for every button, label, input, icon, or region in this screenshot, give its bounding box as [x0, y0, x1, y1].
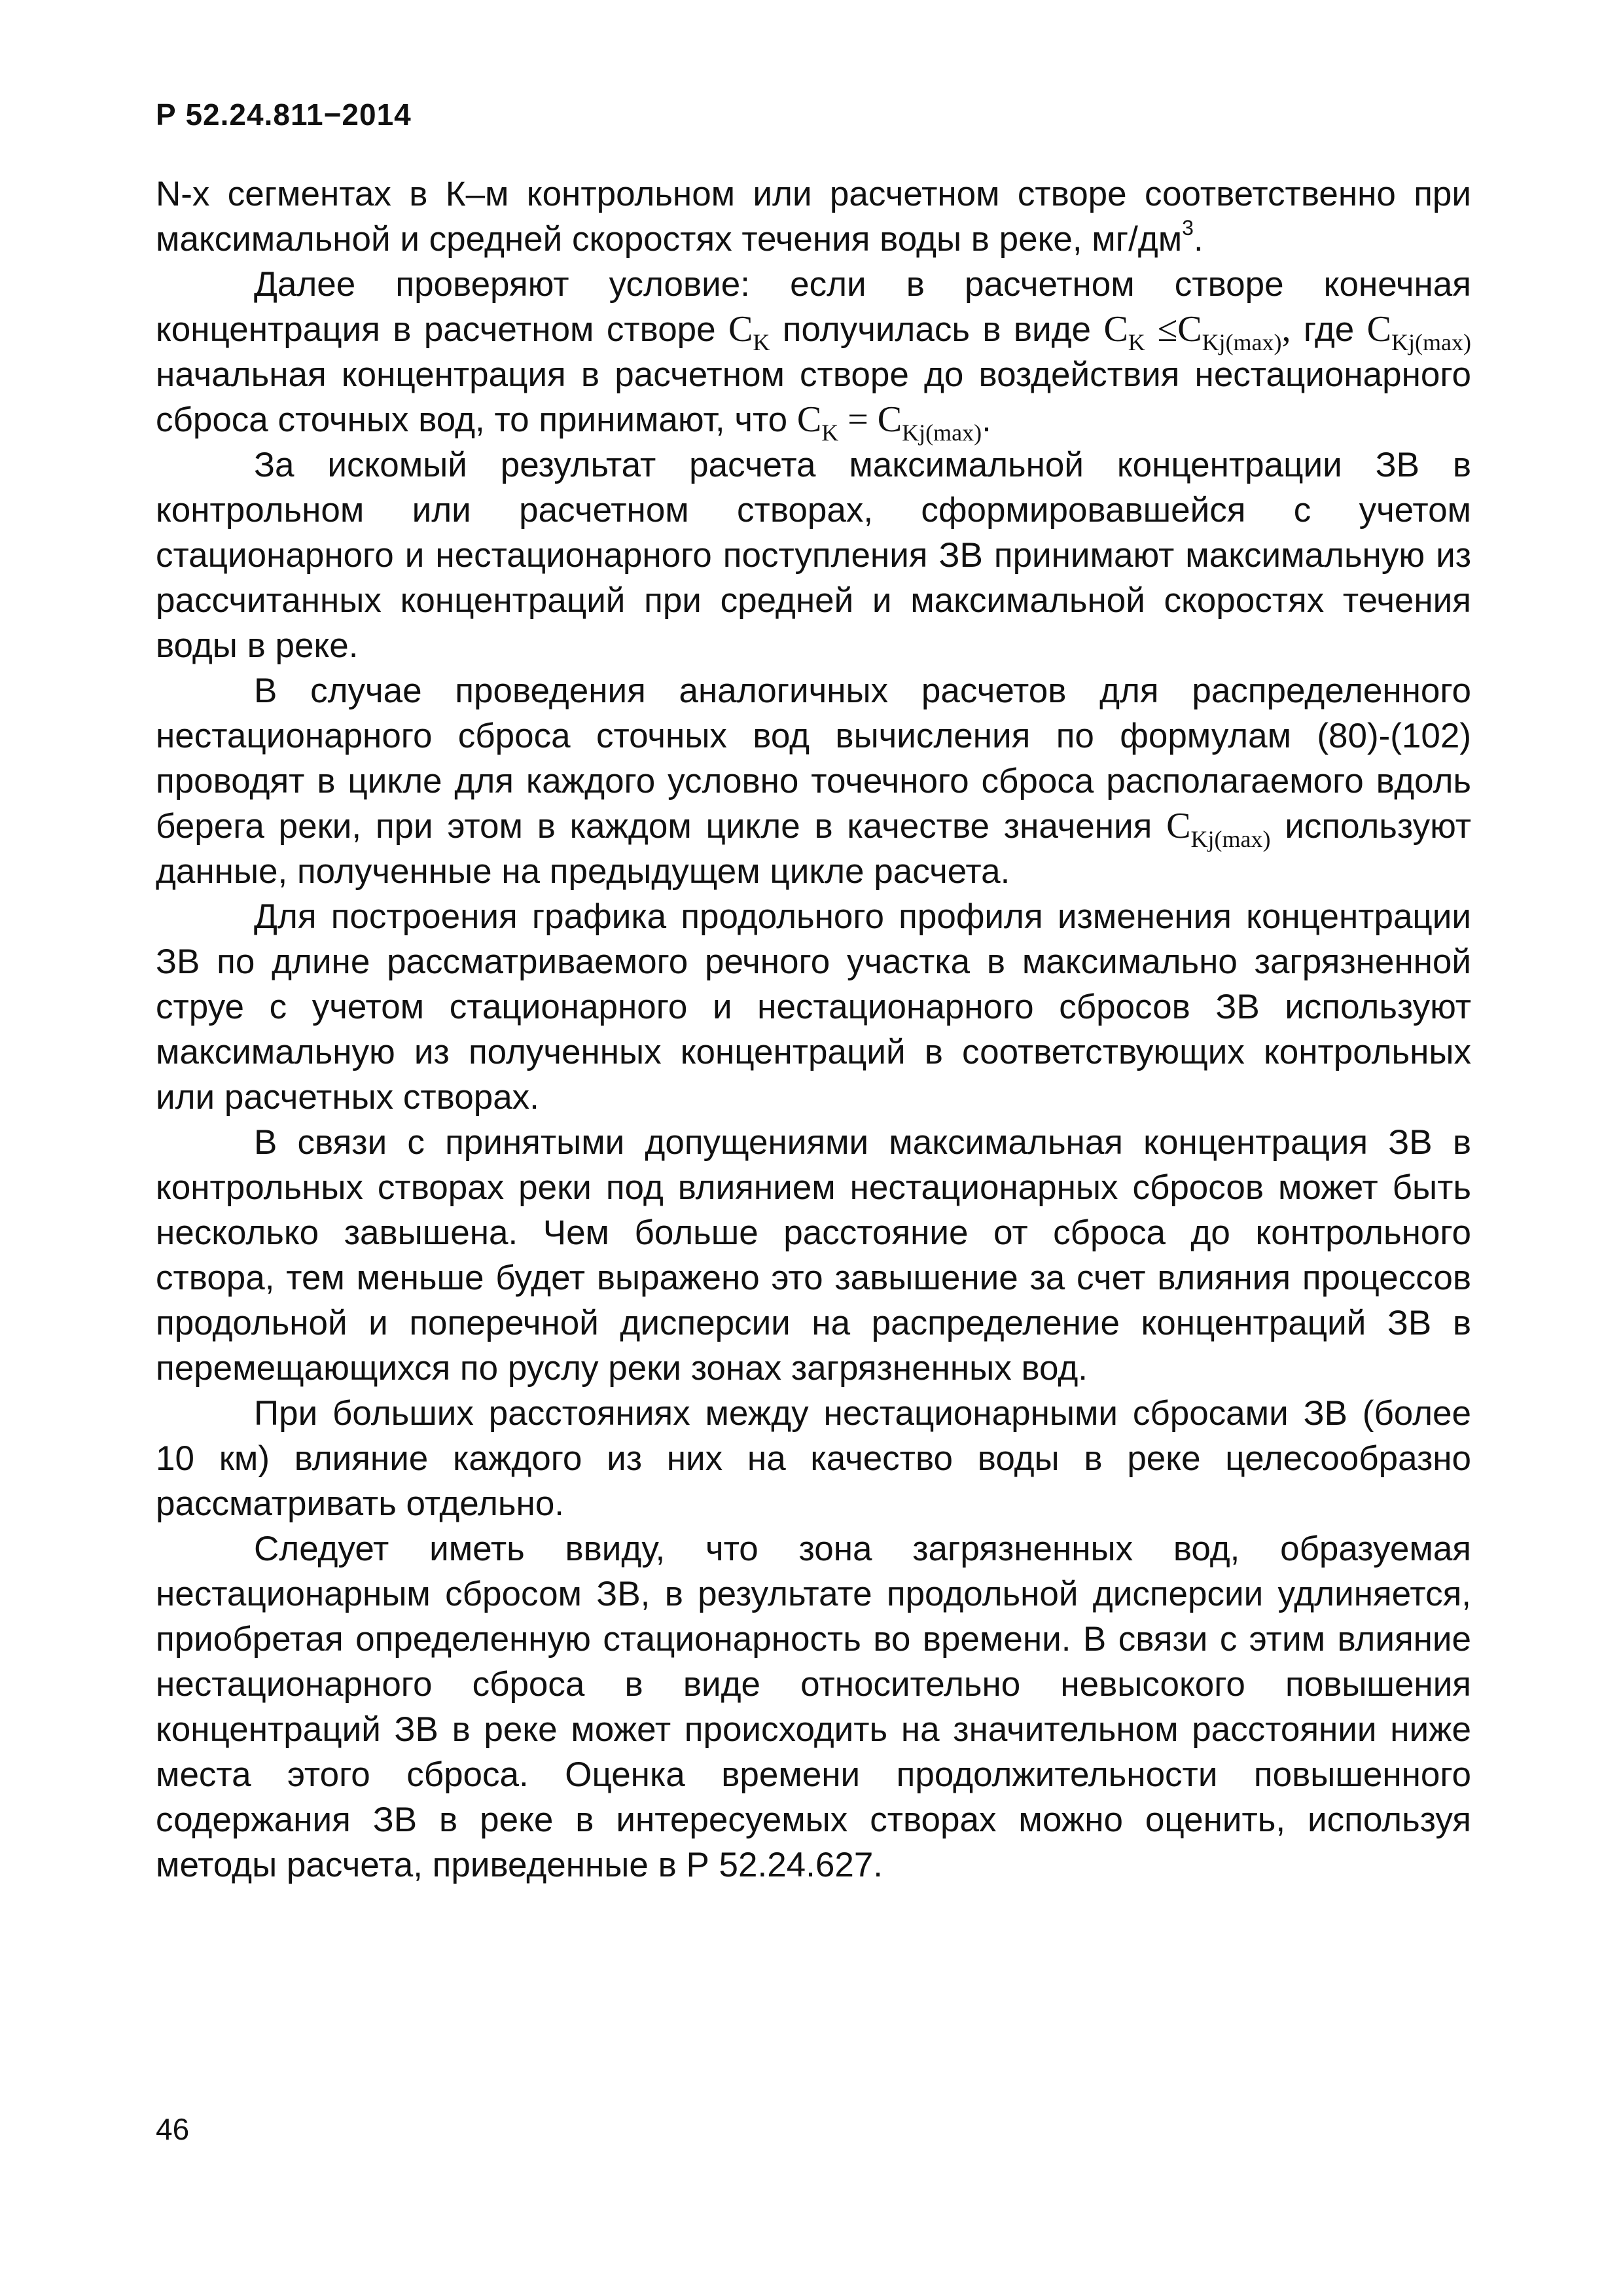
paragraph-4: В случае проведения аналогичных расчетов для распределенного нестационарного сброса сточных вод вычисления по формулам (80)-(102) проводят в цикле для каждого условно точечного сброса располагаемого вдоль берега реки, при этом в каждом цикле в качестве значения $C_{Kj(max)}$ используют данные, полученные на предыдущем цикле расчета. — [156, 672, 1471, 891]
formula-ck-le-ckjmax: $C_K \le C_{Kj(max)}$, — [1103, 309, 1291, 355]
paragraph-3: За искомый результат расчета максимальной концентрации ЗВ в контрольном или расчетном створах, сформировавшейся с учетом стационарного и нестационарного поступления ЗВ принимают максимальную из рассчитанных концентраций при средней и максимальной скоростях течения воды в реке. — [156, 446, 1471, 665]
formula-ck-eq-ckjmax: $C_K = C_{Kj(max)}$ — [796, 399, 982, 446]
document-code: Р 52.24.811−2014 — [156, 98, 412, 132]
formula-ckjmax-2: $C_{Kj(max)}$ — [1166, 806, 1271, 852]
paragraph-5: Для построения графика продольного профиля изменения концентрации ЗВ по длине рассматриваемого речного участка в максимально загрязненной струе с учетом стационарного и нестационарного сбросов ЗВ используют максимальную из полученных концентраций в соответствующих контрольных или расчетных створах. — [156, 897, 1471, 1117]
page-number: 46 — [156, 2112, 190, 2146]
formula-ck: $C_K$ — [728, 309, 770, 355]
paragraph-2: Далее проверяют условие: если в расчетном створе конечная концентрация в расчетном створе $C_K$ получилась в виде $C_K \le C_{Kj(max)}$, где $C_{Kj(max)}$ начальная концентрация в расчетном створе до воздействия нестационарного сброса сточных вод, то принимают, что $C_K = C_{Kj(max)}$. — [156, 265, 1471, 446]
paragraph-6: В связи с принятыми допущениями максимальная концентрация ЗВ в контрольных створах реки под влиянием нестационарных сбросов может быть несколько завышена. Чем больше расстояние от сброса до контрольного створа, тем меньше будет выражено это завышение за счет влияния процессов продольной и поперечной дисперсии на распределение концентраций ЗВ в перемещающихся по руслу реки зонах загрязненных вод. — [156, 1123, 1471, 1388]
paragraph-1: N-х сегментах в К–м контрольном или расчетном створе соответственно при максимальной и средней скоростях течения воды в реке, $мг/дм^3$. — [156, 175, 1471, 259]
paragraph-7: При больших расстояниях между нестационарными сбросами ЗВ (более 10 км) влияние каждого из них на качество воды в реке целесообразно рассматривать отдельно. — [156, 1394, 1471, 1523]
paragraph-8: Следует иметь ввиду, что зона загрязненных вод, образуемая нестационарным сбросом ЗВ, в результате продольной дисперсии удлиняется, приобретая определенную стационарность во времени. В связи с этим влияние нестационарного сброса в виде относительно невысокого повышения концентраций ЗВ в реке может происходить на значительном расстоянии ниже места этого сброса. Оценка времени продолжительности повышенного содержания ЗВ в реке в интересуемых створах можно оценить, используя методы расчета, приведенные в Р 52.24.627. — [156, 1530, 1471, 1884]
superscript-3: 3 — [1182, 216, 1194, 240]
page-body — [156, 171, 1471, 1888]
formula-ckjmax: $C_{Kj(max)}$ — [1366, 309, 1471, 355]
